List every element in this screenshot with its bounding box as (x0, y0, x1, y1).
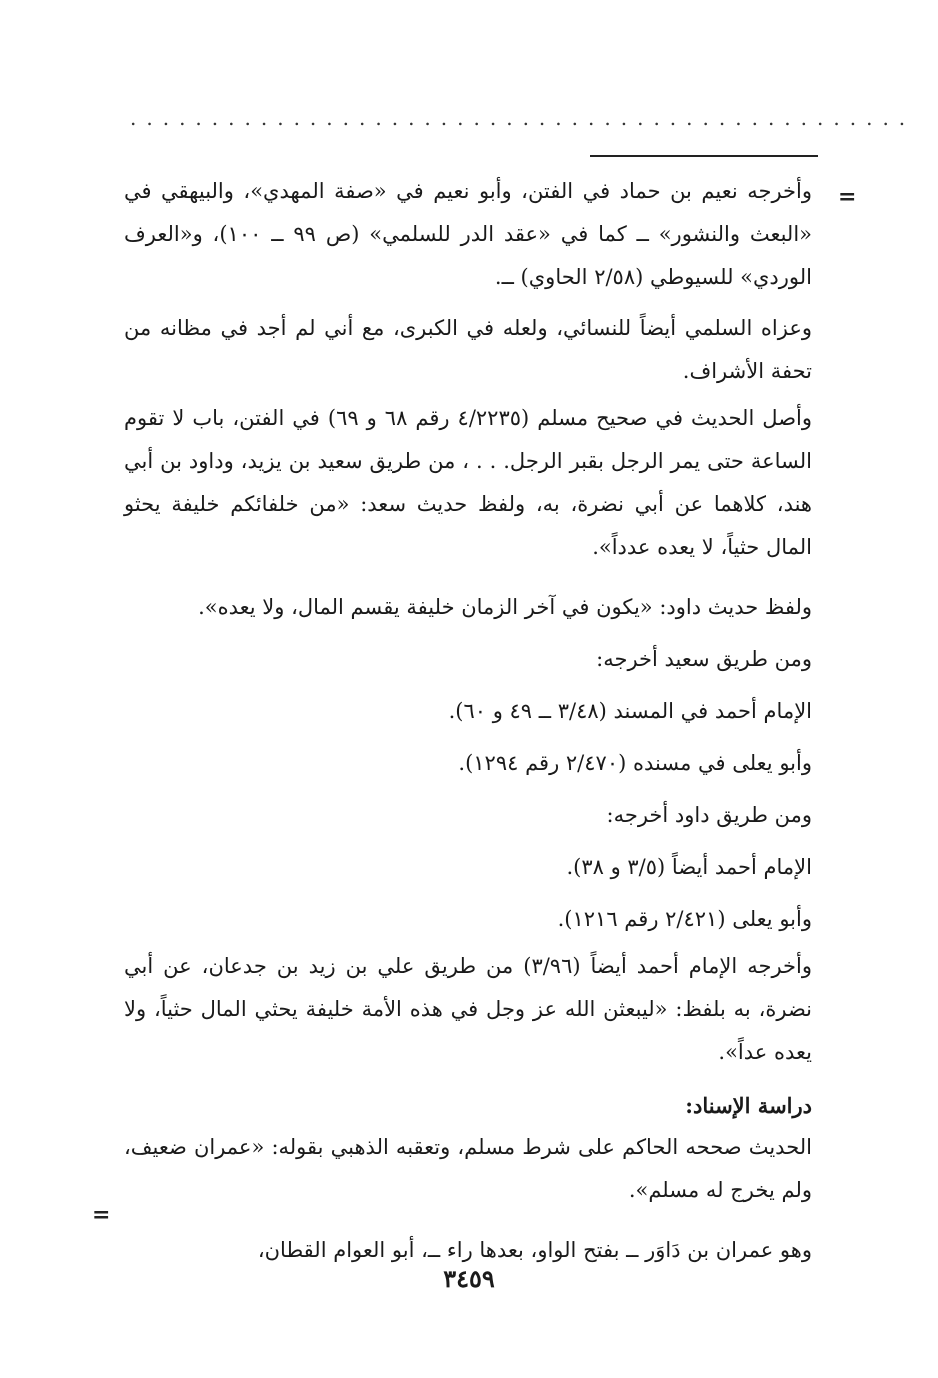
paragraph-abu-yala-musnad: وأبو يعلى في مسنده (٢/٤٧٠ رقم ١٢٩٤). (458, 751, 812, 775)
paragraph-dawud-wording: ولفظ حديث داود: «يكون في آخر الزمان خليفة يقسم المال، ولا يعده». (198, 595, 812, 619)
paragraph-ahmad-musnad: الإمام أحمد في المسند (٣/٤٨ ــ ٤٩ و ٦٠). (448, 699, 812, 723)
paragraph-dawud-route: ومن طريق داود أخرجه: (606, 803, 812, 827)
paragraph-ahmad-also: الإمام أحمد أيضاً (٣/٥ و ٣٨). (566, 855, 812, 879)
page-number: ٣٤٥٩ (443, 1264, 495, 1293)
paragraph-abu-yala: وأبو يعلى (٢/٤٢١ رقم ١٢١٦). (557, 907, 812, 931)
dotted-separator: ................................................ (130, 106, 916, 130)
paragraph-ali-ibn-zayd: وأخرجه الإمام أحمد أيضاً (٣/٩٦) من طريق علي بن زيد بن جدعان، عن أبي نضرة، به بلفظ: «ليبعثن الله عز وجل في هذه الأمة خليفة يحثي المال حثياً، ولا يعده عداً». (124, 954, 813, 1064)
paragraph-hakim-dhahabi: الحديث صححه الحاكم على شرط مسلم، وتعقبه الذهبي بقوله: «عمران ضعيف، ولم يخرج له مسلم». (124, 1135, 812, 1202)
paragraph-said-route: ومن طريق سعيد أخرجه: (596, 647, 812, 671)
footnote-body (124, 170, 812, 1276)
continuation-marker-top: = (838, 184, 857, 210)
section-heading-isnad: دراسة الإسناد: (685, 1093, 812, 1118)
paragraph-sulami-nasai: وعزاه السلمي أيضاً للنسائي، ولعله في الكبرى، مع أني لم أجد في مظانه من تحفة الأشراف. (124, 316, 812, 383)
paragraph-nuaym-takhrij: وأخرجه نعيم بن حماد في الفتن، وأبو نعيم في «صفة المهدي»، والبيهقي في «البعث والنشور» ــ كما في «عقد الدر للسلمي» (ص ٩٩ ــ ١٠٠)، و«العرف الوردي» للسيوطي (٢/٥٨ الحاوي) ــ. (124, 179, 813, 289)
continuation-marker-bottom: = (92, 1202, 111, 1228)
paragraph-muslim-origin: وأصل الحديث في صحيح مسلم (٤/٢٢٣٥ رقم ٦٨ و ٦٩) في الفتن، باب لا تقوم الساعة حتى يمر الرجل بقبر الرجل. . . ، من طريق سعيد بن يزيد، وداود بن أبي هند، كلاهما عن أبي نضرة، به، ولفظ حديث سعد: «من خلفائكم خليفة يحثو المال حثياً، لا يعده عدداً». (124, 406, 812, 559)
paragraph-imran-narrator: وهو عمران بن دَاوَر ــ بفتح الواو، بعدها راء ــ، أبو العوام القطان، (257, 1238, 812, 1262)
footnote-rule (590, 155, 818, 157)
